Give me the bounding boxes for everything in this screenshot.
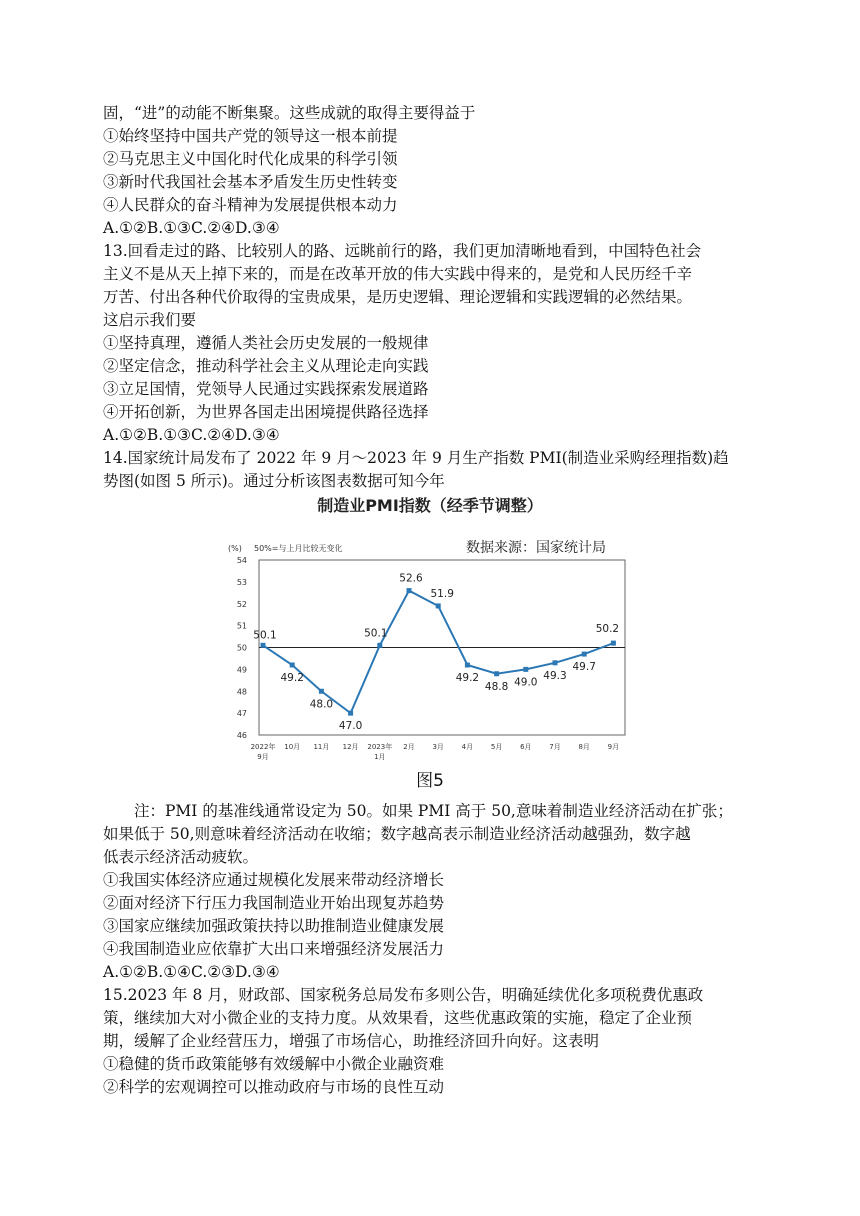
x-tick-label: 7月 (549, 743, 561, 751)
pmi-series-line (263, 591, 613, 714)
data-point (494, 671, 499, 676)
pmi-chart (200, 485, 660, 785)
pmi-chart-svg (200, 485, 660, 785)
data-label: 48.0 (309, 698, 334, 711)
data-label: 52.6 (399, 572, 423, 585)
data-point (523, 667, 528, 672)
data-point (261, 643, 266, 648)
text-line: 15.2023 年 8 月，财政部、国家税务总局发布多则公告，明确延续优化多项税费优惠政 (103, 986, 704, 1004)
text-line: 低表示经济活动疲软。 (103, 848, 259, 866)
y-tick-label: 48 (236, 687, 247, 697)
data-point (582, 652, 587, 657)
x-tick-label: 4月 (461, 743, 474, 751)
text-line: 期，缓解了企业经营压力，增强了市场信心，助推经济回升向好。这表明 (103, 1032, 600, 1050)
text-line: A.①②B.①③C.②④D.③④ (103, 219, 280, 237)
text-line: 13.回看走过的路、比较别人的路、远眺前行的路，我们更加清晰地看到，中国特色社会 (103, 242, 702, 260)
data-point (290, 663, 295, 668)
text-line: 策，继续加大对小微企业的支持力度。从效果看，这些优惠政策的实施，稳定了企业预 (103, 1009, 693, 1027)
data-point (436, 603, 441, 608)
text-line: 固，“进”的动能不断集聚。这些成就的取得主要得益于 (103, 104, 476, 122)
data-label: 48.8 (484, 680, 509, 693)
data-point (377, 643, 382, 648)
y-tick-label: 46 (236, 731, 247, 740)
chart-title: 制造业PMI指数（经季节调整） (317, 496, 543, 515)
data-point (465, 663, 470, 668)
text-line: ②科学的宏观调控可以推动政府与市场的良性互动 (103, 1078, 445, 1096)
data-label: 51.9 (430, 587, 454, 600)
y-tick-label: 54 (236, 556, 247, 565)
data-label: 50.1 (253, 629, 277, 642)
text-line: 注：PMI 的基准线通常设定为 50。如果 PMI 高于 50,意味着制造业经济活动在扩张； (103, 802, 733, 820)
text-line: ③新时代我国社会基本矛盾发生历史性转变 (103, 173, 398, 191)
data-point (348, 711, 353, 716)
x-tick-label: 6月 (520, 743, 532, 751)
y-tick-label: 51 (236, 621, 247, 631)
data-label: 49.2 (455, 672, 480, 684)
text-line: ②马克思主义中国化时代化成果的科学引领 (103, 150, 398, 168)
data-label: 49.2 (280, 672, 304, 684)
text-line: ④人民群众的奋斗精神为发展提供根本动力 (103, 196, 398, 214)
text-line: ④我国制造业应依靠扩大出口来增强经济发展活力 (103, 940, 445, 958)
text-line: 主义不是从天上掉下来的，而是在改革开放的伟大实践中得来的，是党和人民历经千辛 (103, 265, 693, 283)
data-label: 49.7 (572, 661, 596, 674)
x-tick-label: 12月 (342, 743, 359, 751)
x-tick-label: 11月 (313, 743, 330, 751)
chart-note: 50%=与上月比较无变化 (254, 544, 343, 553)
x-tick-label: 10月 (284, 743, 301, 751)
data-label: 50.1 (364, 627, 388, 640)
chart-unit-label: (%) (228, 544, 242, 553)
x-tick-label: 2023年 1月 (367, 743, 393, 761)
y-tick-label: 47 (236, 709, 247, 719)
y-tick-label: 50 (236, 643, 247, 653)
data-point (407, 588, 412, 593)
text-line: 万苦、付出各种代价取得的宝贵成果，是历史逻辑、理论逻辑和实践逻辑的必然结果。 (103, 288, 693, 306)
text-line: A.①②B.①③C.②④D.③④ (103, 426, 280, 444)
x-tick-label: 2月 (403, 743, 415, 751)
data-label: 49.0 (514, 676, 538, 689)
data-label: 47.0 (338, 720, 363, 733)
x-tick-label: 5月 (490, 743, 503, 751)
x-tick-label: 3月 (432, 743, 444, 751)
data-point (553, 660, 558, 665)
chart-source: 数据来源：国家统计局 (466, 540, 606, 556)
text-line: ①坚持真理，遵循人类社会历史发展的一般规律 (103, 334, 429, 352)
text-line: ②面对经济下行压力我国制造业开始出现复苏趋势 (103, 894, 445, 912)
text-line: 这启示我们要 (103, 311, 197, 329)
x-tick-label: 2022年 9月 (250, 743, 276, 761)
text-line: 14.国家统计局发布了 2022 年 9 月～2023 年 9 月生产指数 PMI(制造业采购经理指数)趋 (103, 449, 729, 467)
text-line: 势图(如图 5 所示)。通过分析该图表数据可知今年 (103, 472, 445, 490)
text-line: ①稳健的货币政策能够有效缓解中小微企业融资难 (103, 1055, 445, 1073)
x-tick-label: 8月 (578, 743, 590, 751)
y-tick-label: 53 (236, 577, 247, 587)
text-line: ③国家应继续加强政策扶持以助推制造业健康发展 (103, 917, 445, 935)
figure-caption: 图5 (416, 771, 444, 791)
x-tick-label: 9月 (607, 743, 620, 751)
text-line: ①始终坚持中国共产党的领导这一根本前提 (103, 127, 398, 145)
y-tick-label: 52 (236, 599, 247, 609)
text-line: 如果低于 50,则意味着经济活动在收缩；数字越高表示制造业经济活动越强劲，数字越 (103, 825, 691, 843)
text-line: ②坚定信念，推动科学社会主义从理论走向实践 (103, 357, 429, 375)
y-tick-label: 49 (236, 665, 247, 675)
text-line: ③立足国情，党领导人民通过实践探索发展道路 (103, 380, 429, 398)
data-point (319, 689, 324, 694)
data-point (611, 641, 616, 646)
text-line: ④开拓创新，为世界各国走出困境提供路径选择 (103, 403, 429, 421)
text-line: A.①②B.①④C.②③D.③④ (103, 963, 280, 981)
text-line: ①我国实体经济应通过规模化发展来带动经济增长 (103, 871, 445, 889)
data-label: 50.2 (595, 623, 620, 636)
data-label: 49.3 (543, 669, 567, 682)
